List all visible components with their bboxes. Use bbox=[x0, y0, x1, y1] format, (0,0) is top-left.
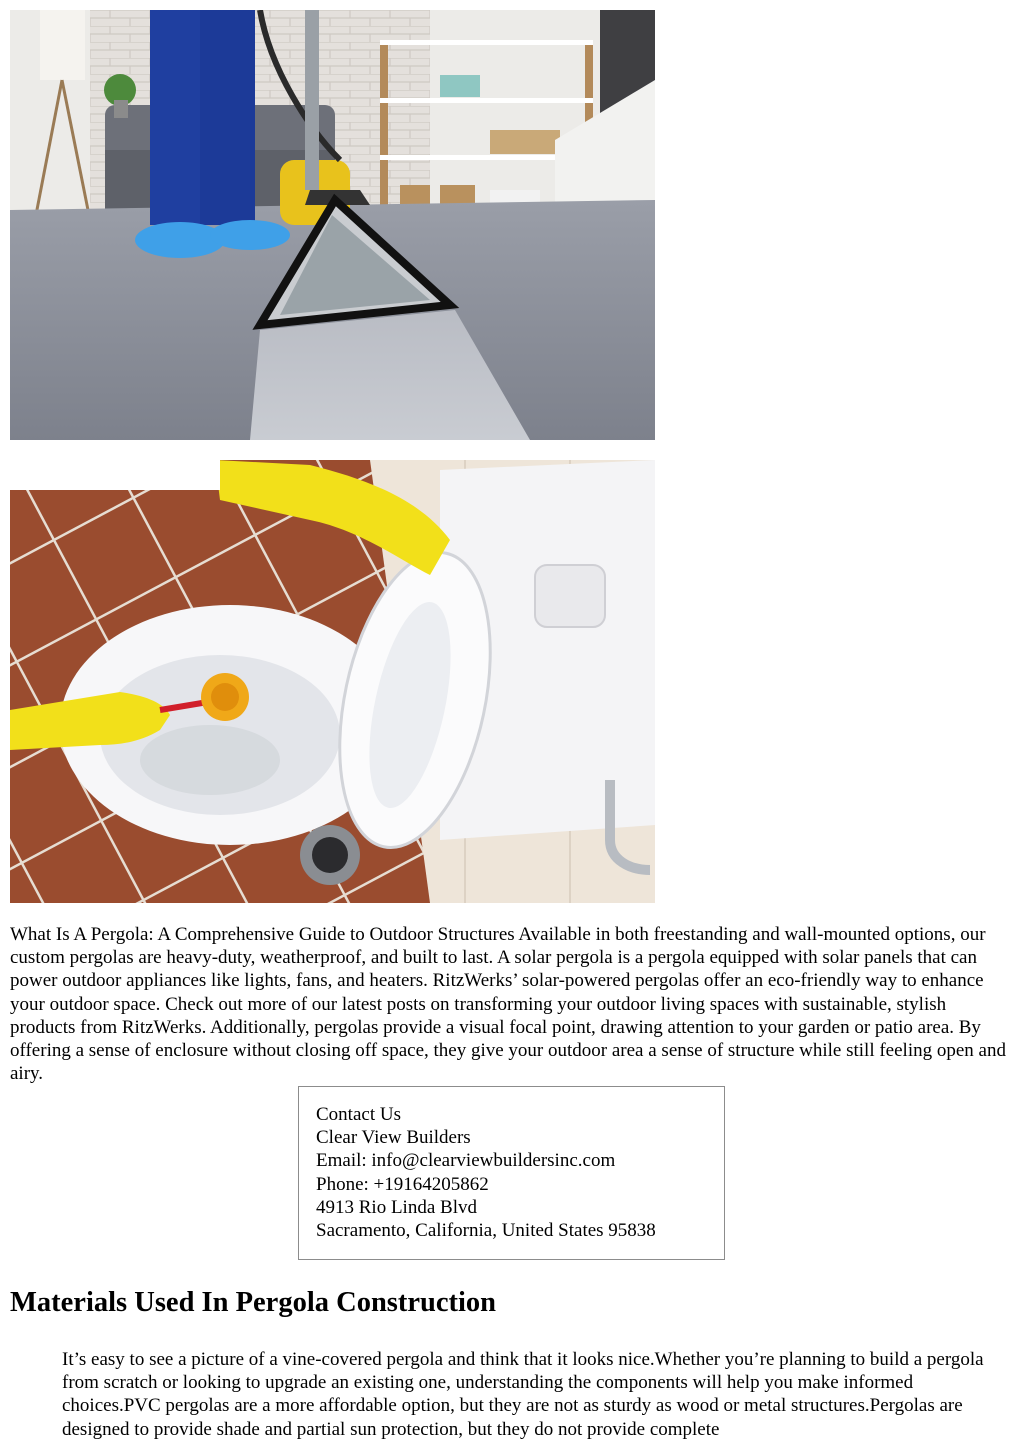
address-city: Sacramento, California, United States 95838 bbox=[316, 1220, 656, 1242]
contact-box bbox=[298, 1086, 725, 1260]
intro-paragraph: What Is A Pergola: A Comprehensive Guide to Outdoor Structures Available in both freestanding and wall-mounted options, our custom pergolas are heavy-duty, weatherproof, and built to last. A solar pergola is a pergola equipped with solar panels that can power outdoor appliances like lights, fans, and heaters. RitzWerks’ solar-powered pergolas offer an eco-friendly way to enhance your outdoor space. Check out more of our latest posts on transforming your outdoor living spaces with sustainable, stylish products from RitzWerks. Additionally, pergolas provide a visual focal point, drawing attention to your garden or patio area. By offering a sense of enclosure without closing off space, they give your outdoor area a sense of structure while still feeling open and airy. bbox=[10, 924, 1006, 1085]
contact-email[interactable]: Email: info@clearviewbuildersinc.com bbox=[316, 1150, 616, 1172]
contact-phone[interactable]: Phone: +19164205862 bbox=[316, 1173, 489, 1195]
toilet-cleaning-photo bbox=[10, 460, 655, 903]
section-heading: Materials Used In Pergola Construction bbox=[10, 1287, 497, 1318]
carpet-cleaning-photo bbox=[10, 10, 655, 440]
address-street: 4913 Rio Linda Blvd bbox=[316, 1196, 477, 1218]
company-name: Clear View Builders bbox=[316, 1127, 471, 1149]
contact-title: Contact Us bbox=[316, 1104, 401, 1125]
materials-paragraph: It’s easy to see a picture of a vine-covered pergola and think that it looks nice.Whether you’re planning to build a pergola from scratch or looking to upgrade an existing one, understanding the components will help you make informed choices.PVC pergolas are a more affordable option, but they are not as sturdy as wood or metal structures.Pergolas are designed to provide shade and partial sun protection, but they do not provide complete bbox=[62, 1349, 984, 1440]
